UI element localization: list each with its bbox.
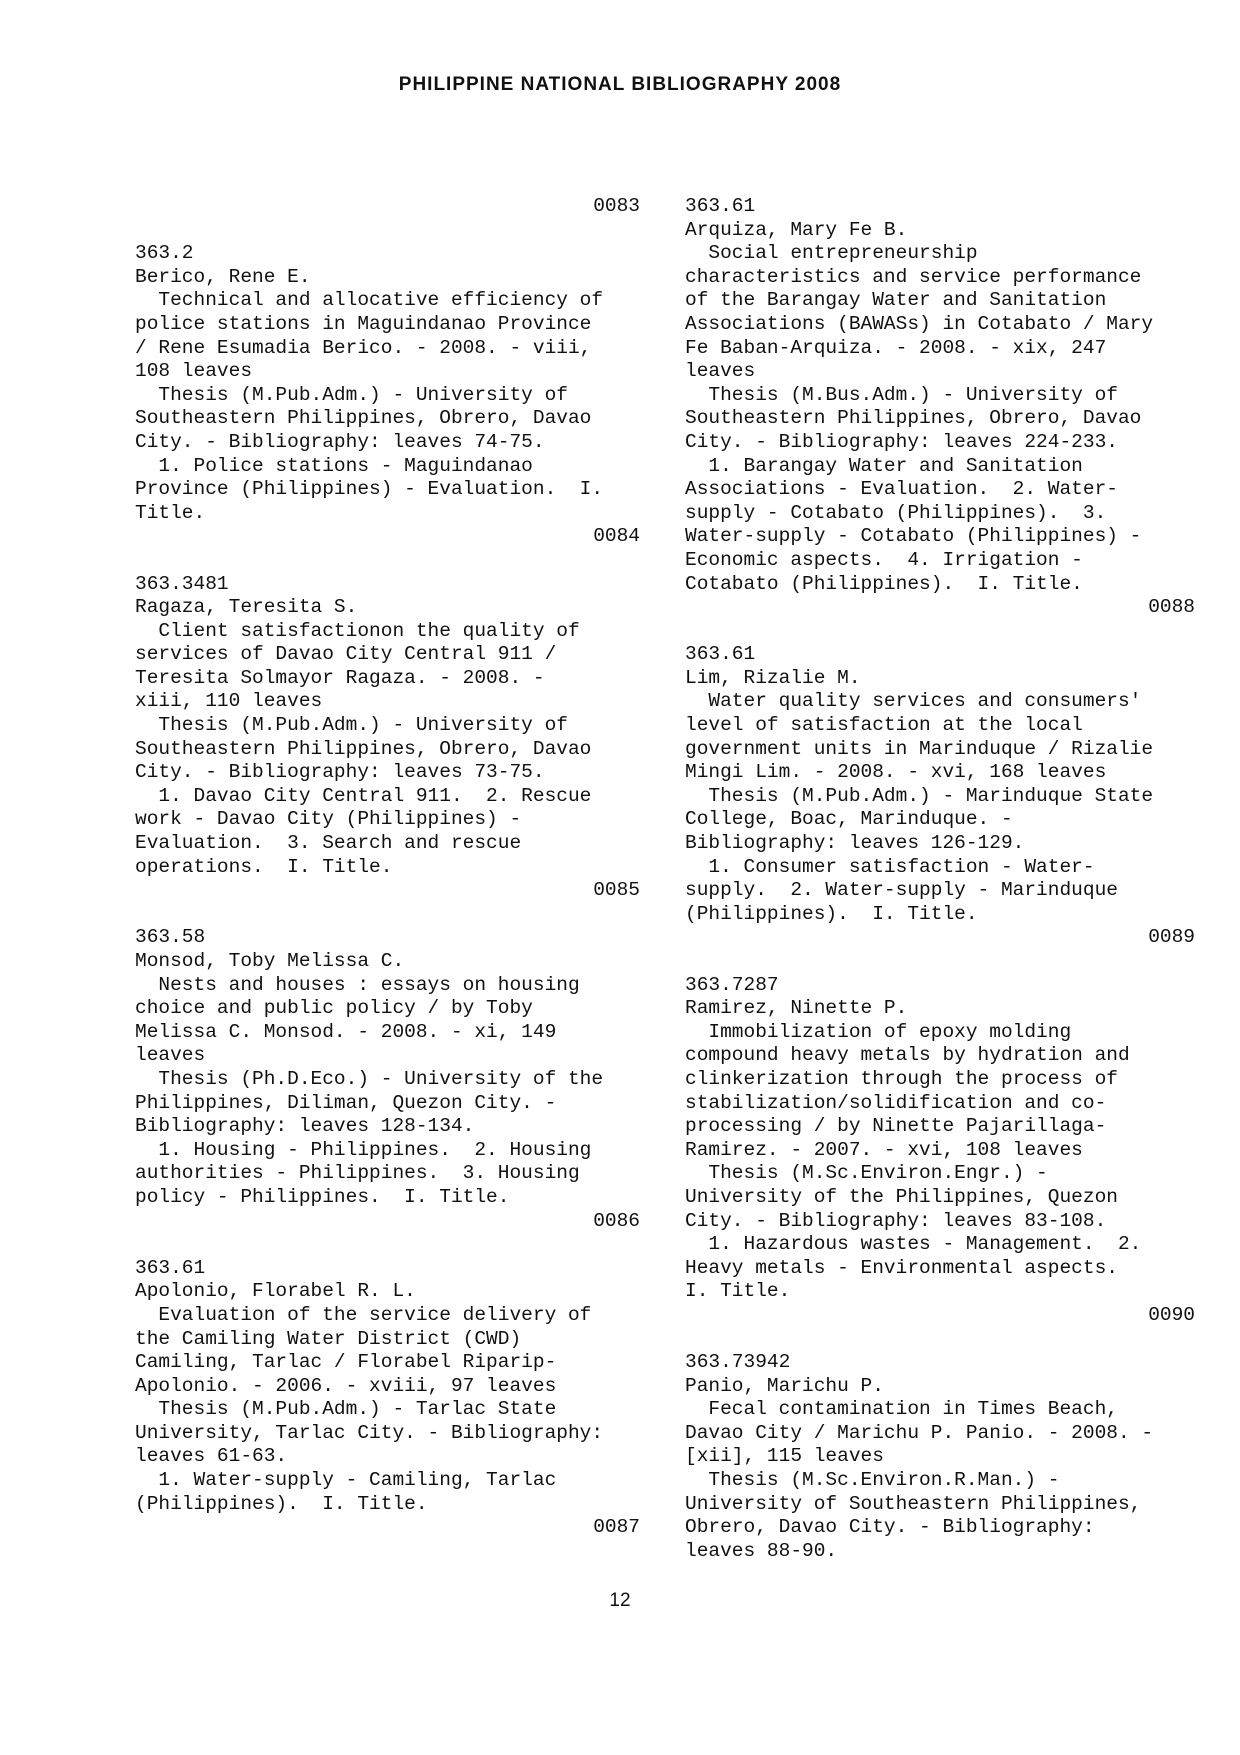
entry-line: the Camiling Water District (CWD) — [135, 1327, 522, 1350]
entry-line: Thesis (M.Sc.Environ.Engr.) - — [685, 1162, 1048, 1185]
entry-line: policy - Philippines. I. Title. — [135, 1185, 510, 1208]
entry-line: 1. Water-supply - Camiling, Tarlac — [135, 1469, 557, 1492]
bibliography-entry — [685, 974, 1195, 1328]
entry-line: I. Title. — [685, 1280, 791, 1303]
entry-line: government units in Marinduque / Rizalie — [685, 737, 1154, 760]
entry-line: Teresita Solmayor Ragaza. - 2008. - — [135, 666, 545, 689]
bibliography-entry — [135, 1257, 640, 1540]
entry-line: Thesis (M.Pub.Adm.) - Marinduque State — [685, 784, 1154, 807]
entry-line: Philippines, Diliman, Quezon City. - — [135, 1091, 557, 1114]
entry-line: Thesis (M.Sc.Environ.R.Man.) - — [685, 1469, 1060, 1492]
call-number: 363.3481 — [135, 572, 229, 595]
entry-line: characteristics and service performance — [685, 265, 1142, 288]
spacer — [135, 219, 640, 243]
entry-line: leaves — [685, 360, 756, 383]
author-name: Ramirez, Ninette P. — [685, 997, 908, 1020]
entry-number: 0083 — [593, 195, 640, 217]
entry-line: University of the Philippines, Quezon — [685, 1185, 1118, 1208]
entry-line: Apolonio. - 2006. - xviii, 97 leaves — [135, 1374, 557, 1397]
bibliography-entry — [135, 573, 640, 903]
call-number: 363.2 — [135, 242, 194, 265]
bibliography-entry — [685, 643, 1195, 950]
entry-line: Economic aspects. 4. Irrigation - — [685, 548, 1083, 571]
author-name: Ragaza, Teresita S. — [135, 596, 358, 619]
spacer — [685, 950, 1195, 974]
entry-number: 0088 — [1148, 596, 1195, 619]
entry-line: level of satisfaction at the local — [685, 714, 1083, 737]
entry-line: 108 leaves — [135, 360, 253, 383]
entry-line: operations. I. Title. — [135, 855, 393, 878]
bibliography-entry — [685, 195, 1195, 620]
entry-line: Associations - Evaluation. 2. Water- — [685, 478, 1118, 501]
entry-line: City. - Bibliography: leaves 73-75. — [135, 761, 545, 784]
entry-line: College, Boac, Marinduque. - — [685, 808, 1013, 831]
entry-line: of the Barangay Water and Sanitation — [685, 289, 1107, 312]
entry-line: [xii], 115 leaves — [685, 1445, 884, 1468]
entry-line: authorities - Philippines. 3. Housing — [135, 1162, 580, 1185]
call-number: 363.7287 — [685, 973, 779, 996]
entry-line: Thesis (Ph.D.Eco.) - University of the — [135, 1067, 604, 1090]
entry-line: Southeastern Philippines, Obrero, Davao — [685, 407, 1142, 430]
entry-line: leaves 88-90. — [685, 1539, 838, 1562]
entry-line: City. - Bibliography: leaves 224-233. — [685, 430, 1118, 453]
right-column — [685, 195, 1195, 1563]
entry-number: 0089 — [1148, 926, 1195, 949]
left-column — [135, 195, 640, 1540]
entry-line: work - Davao City (Philippines) - — [135, 808, 522, 831]
entry-line: Thesis (M.Pub.Adm.) - University of — [135, 383, 568, 406]
author-name: Arquiza, Mary Fe B. — [685, 218, 908, 241]
call-number: 363.73942 — [685, 1351, 791, 1374]
entry-line: (Philippines). I. Title. — [135, 1492, 428, 1515]
entry-line: 1. Barangay Water and Sanitation — [685, 454, 1083, 477]
entry-number: 0086 — [593, 1209, 640, 1232]
entry-line: Fecal contamination in Times Beach, — [685, 1398, 1118, 1421]
entry-line: clinkerization through the process of — [685, 1067, 1118, 1090]
bibliography-entry — [685, 1351, 1195, 1563]
entry-number: 0084 — [593, 525, 640, 548]
call-number: 363.61 — [685, 643, 756, 666]
entry-line: processing / by Ninette Pajarillaga- — [685, 1115, 1107, 1138]
entry-line: 1. Housing - Philippines. 2. Housing — [135, 1138, 592, 1161]
entry-line: 1. Consumer satisfaction - Water- — [685, 855, 1095, 878]
entry-line: 1. Hazardous wastes - Management. 2. — [685, 1233, 1142, 1256]
entry-line: Thesis (M.Bus.Adm.) - University of — [685, 383, 1118, 406]
entry-line: choice and public policy / by Toby — [135, 997, 533, 1020]
entry-line: City. - Bibliography: leaves 74-75. — [135, 430, 545, 453]
call-number: 363.58 — [135, 926, 206, 949]
entry-line: Heavy metals - Environmental aspects. — [685, 1256, 1118, 1279]
entry-line: Bibliography: leaves 126-129. — [685, 832, 1025, 855]
entry-line: / Rene Esumadia Berico. - 2008. - viii, — [135, 336, 592, 359]
entry-line: Water quality services and consumers' — [685, 690, 1142, 713]
entry-line: leaves — [135, 1044, 206, 1067]
entry-line: Bibliography: leaves 128-134. — [135, 1115, 475, 1138]
spacer — [685, 1328, 1195, 1352]
entry-line: leaves 61-63. — [135, 1445, 288, 1468]
entry-line: Evaluation. 3. Search and rescue — [135, 832, 522, 855]
entry-line: xiii, 110 leaves — [135, 690, 323, 713]
entry-line: Evaluation of the service delivery of — [135, 1303, 592, 1326]
entry-line: Province (Philippines) - Evaluation. I. — [135, 478, 604, 501]
spacer — [135, 549, 640, 573]
entry-line: Southeastern Philippines, Obrero, Davao — [135, 737, 592, 760]
entry-line: University, Tarlac City. - Bibliography: — [135, 1421, 604, 1444]
spacer — [135, 1233, 640, 1257]
entry-line: Southeastern Philippines, Obrero, Davao — [135, 407, 592, 430]
entry-line: Ramirez. - 2007. - xvi, 108 leaves — [685, 1138, 1083, 1161]
entry-line: City. - Bibliography: leaves 83-108. — [685, 1209, 1107, 1232]
spacer — [685, 620, 1195, 644]
entry-line: 1. Davao City Central 911. 2. Rescue — [135, 784, 592, 807]
author-name: Apolonio, Florabel R. L. — [135, 1280, 416, 1303]
entry-line: Obrero, Davao City. - Bibliography: — [685, 1516, 1095, 1539]
entry-line: police stations in Maguindanao Province — [135, 312, 592, 335]
entry-line: Thesis (M.Pub.Adm.) - Tarlac State — [135, 1398, 557, 1421]
entry-line: 1. Police stations - Maguindanao — [135, 454, 533, 477]
spacer — [135, 903, 640, 927]
entry-line: stabilization/solidification and co- — [685, 1091, 1107, 1114]
entry-line: supply. 2. Water-supply - Marinduque — [685, 879, 1118, 902]
entry-line: Technical and allocative efficiency of — [135, 289, 604, 312]
entry-line: Water-supply - Cotabato (Philippines) - — [685, 525, 1142, 548]
entry-line: (Philippines). I. Title. — [685, 902, 978, 925]
author-name: Panio, Marichu P. — [685, 1374, 884, 1397]
entry-line: Client satisfactionon the quality of — [135, 619, 580, 642]
author-name: Lim, Rizalie M. — [685, 666, 861, 689]
entry-line: Associations (BAWASs) in Cotabato / Mary — [685, 312, 1154, 335]
entry-line: Social entrepreneurship — [685, 242, 978, 265]
entry-number: 0090 — [1148, 1303, 1195, 1326]
entry-line: Mingi Lim. - 2008. - xvi, 168 leaves — [685, 761, 1107, 784]
entry-line: Cotabato (Philippines). I. Title. — [685, 572, 1083, 595]
page-number: 12 — [609, 1590, 631, 1611]
entry-line: Nests and houses : essays on housing — [135, 973, 580, 996]
entry-line: Melissa C. Monsod. - 2008. - xi, 149 — [135, 1020, 557, 1043]
author-name: Monsod, Toby Melissa C. — [135, 950, 405, 972]
entry-line: Title. — [135, 501, 206, 524]
entry-line: University of Southeastern Philippines, — [685, 1492, 1142, 1515]
call-number: 363.61 — [685, 195, 756, 217]
entry-line: Thesis (M.Pub.Adm.) - University of — [135, 714, 568, 737]
author-name: Berico, Rene E. — [135, 265, 311, 288]
bibliography-entry — [135, 242, 640, 549]
entry-line: Immobilization of epoxy molding — [685, 1020, 1072, 1043]
entry-line: Davao City / Marichu P. Panio. - 2008. - — [685, 1421, 1154, 1444]
bibliography-entry — [135, 926, 640, 1233]
entry-number: 0085 — [593, 879, 640, 902]
entry-line: supply - Cotabato (Philippines). 3. — [685, 501, 1107, 524]
entry-line: services of Davao City Central 911 / — [135, 643, 557, 666]
entry-number: 0087 — [593, 1516, 640, 1539]
entry-line: Camiling, Tarlac / Florabel Riparip- — [135, 1351, 557, 1374]
entry-line: Fe Baban-Arquiza. - 2008. - xix, 247 — [685, 336, 1107, 359]
page-title: PHILIPPINE NATIONAL BIBLIOGRAPHY 2008 — [398, 74, 842, 95]
call-number: 363.61 — [135, 1256, 206, 1279]
entry-line: compound heavy metals by hydration and — [685, 1044, 1130, 1067]
